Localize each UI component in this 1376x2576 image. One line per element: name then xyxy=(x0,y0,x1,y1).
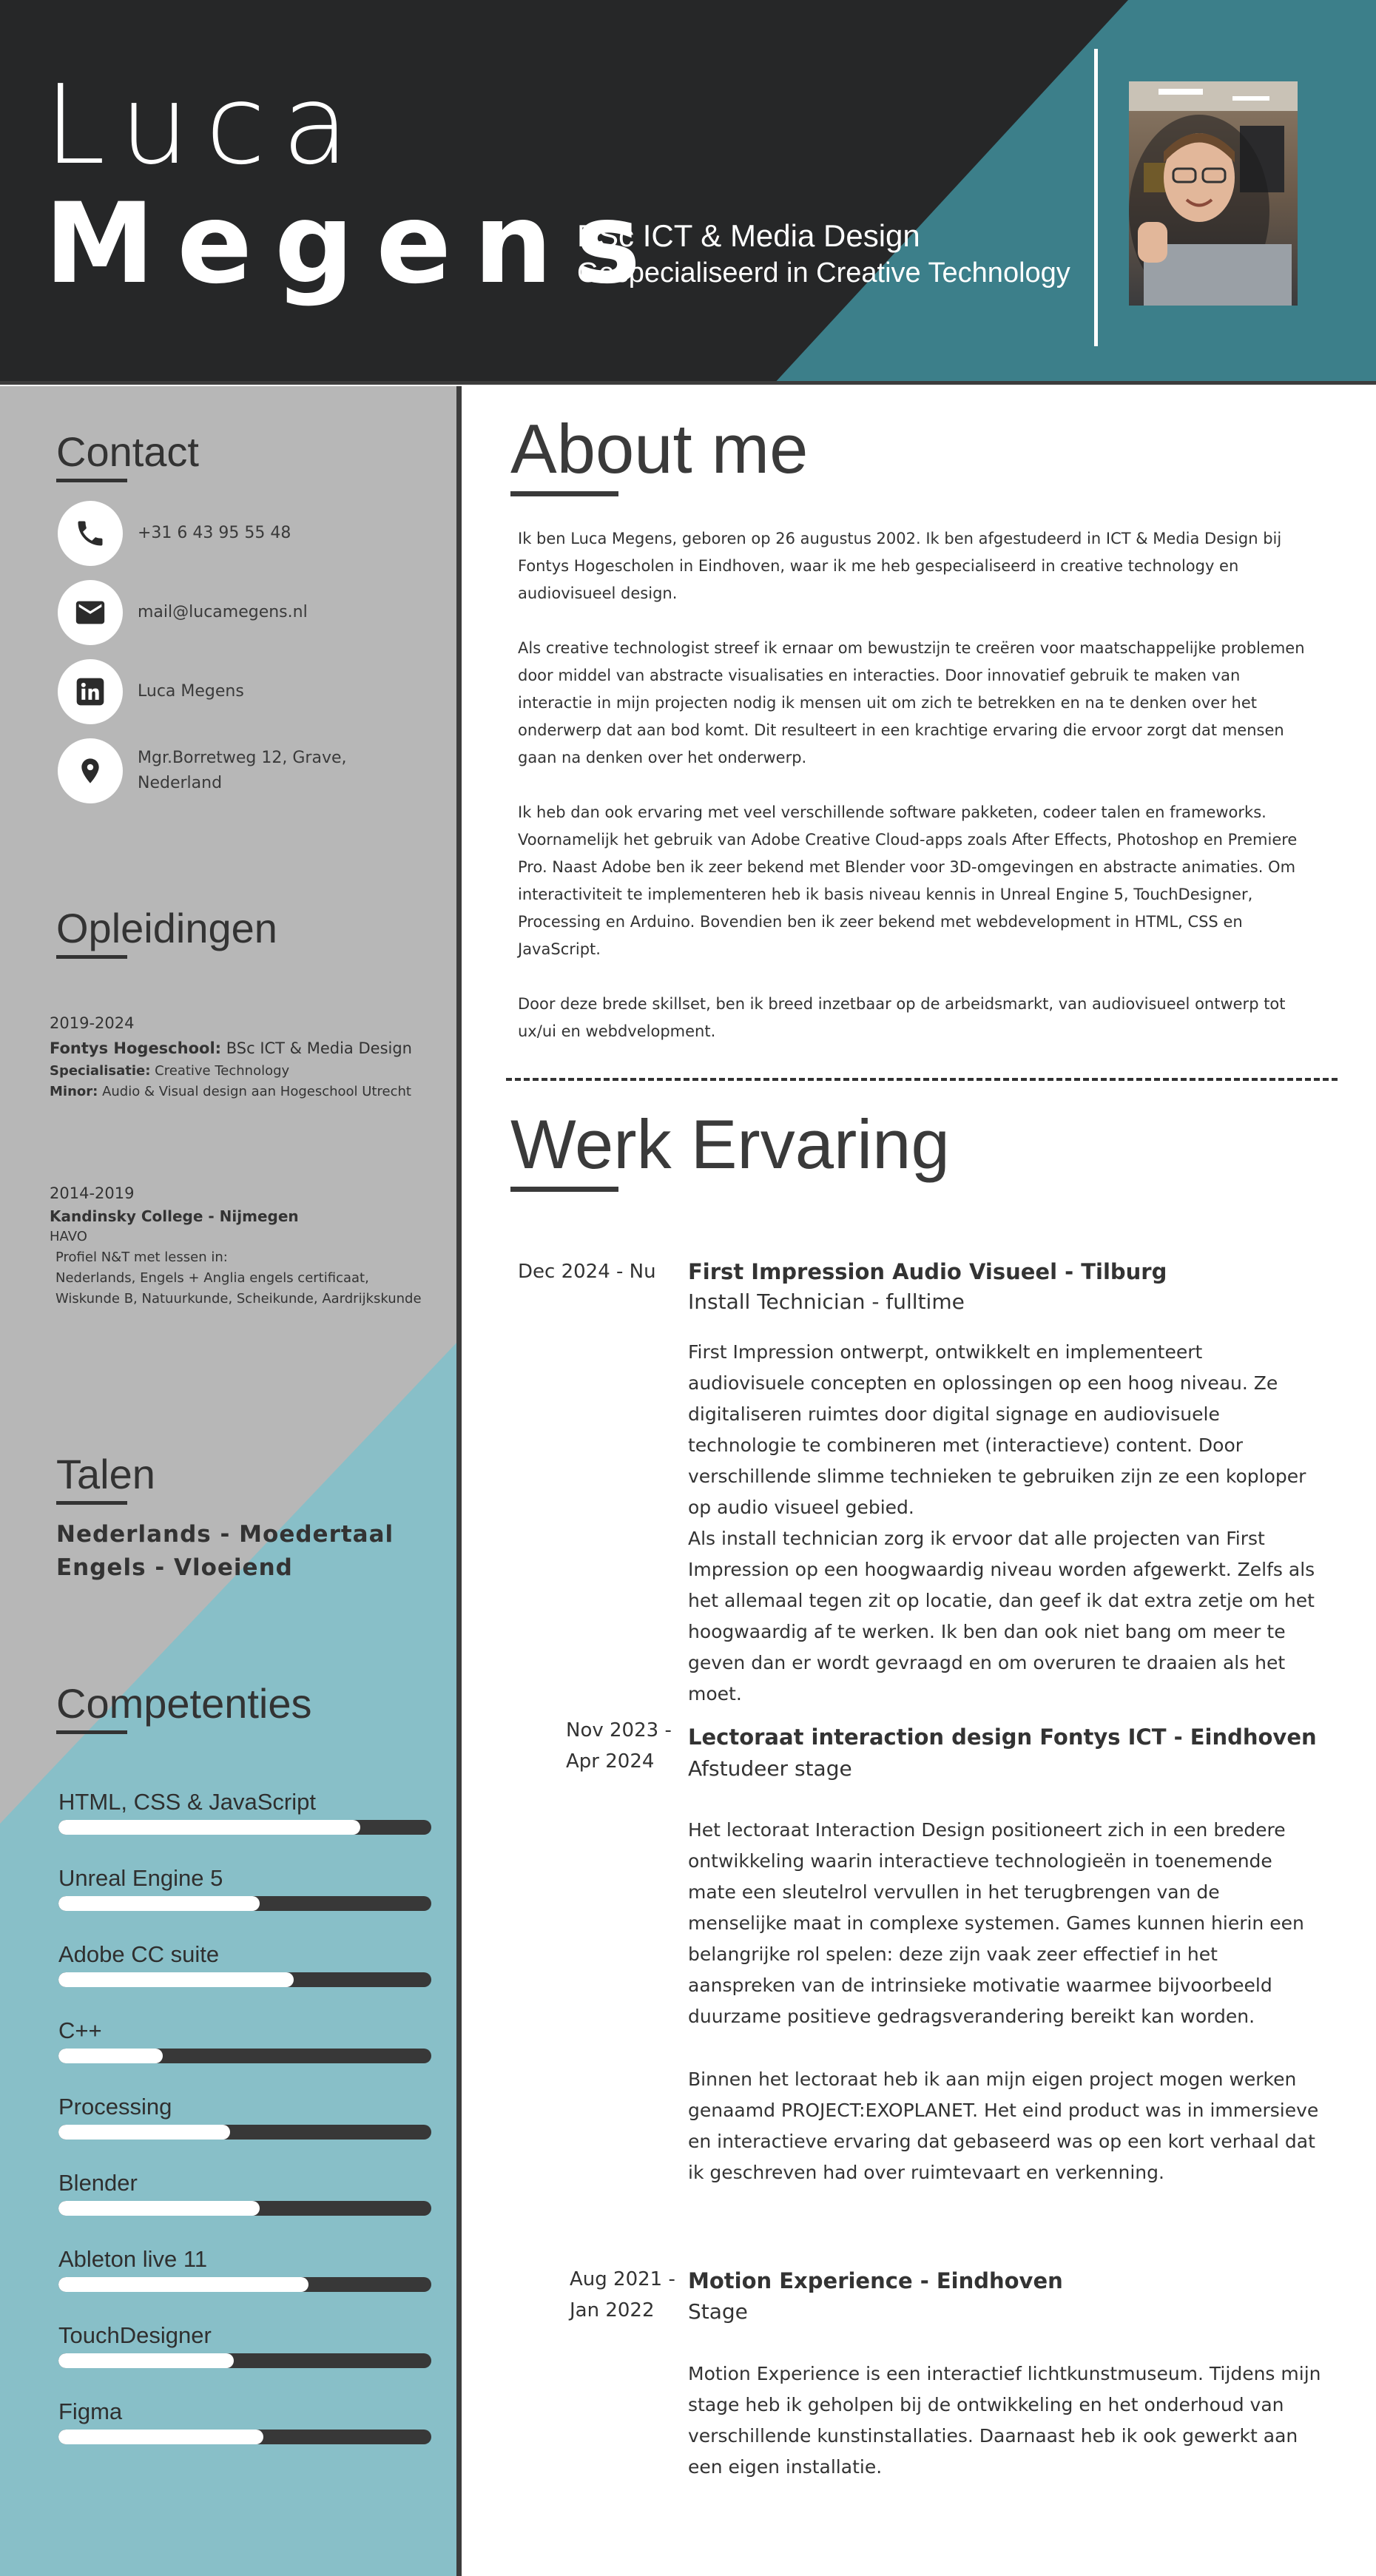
skill-item xyxy=(58,2398,431,2444)
experience-heading-underline xyxy=(510,1187,618,1192)
skill-bar-fill xyxy=(58,2353,234,2368)
contact-phone[interactable] xyxy=(58,501,291,566)
address-line-2: Nederland xyxy=(138,774,223,792)
address-line-1: Mgr.Borretweg 12, Grave, xyxy=(138,749,347,767)
job-date-end: Jan 2022 xyxy=(570,2299,655,2322)
skill-bar-fill xyxy=(58,1896,260,1911)
experience-heading xyxy=(510,1105,950,1192)
job-date-start: Aug 2021 - xyxy=(570,2268,675,2290)
skill-label: Figma xyxy=(58,2398,123,2424)
skills-heading-underline xyxy=(56,1730,127,1734)
skill-label: Processing xyxy=(58,2094,172,2120)
skill-bar-track xyxy=(58,2201,431,2216)
job-role: Install Technician - fulltime xyxy=(688,1289,965,1314)
about-heading-text: About me xyxy=(510,410,809,488)
job-description: Binnen het lectoraat heb ik aan mijn eigen project mogen werken genaamd PROJECT:EXOPLANET. Het eind product was in immersieve en interactieve ervaring dat gebaseerd was op een kort verhaal dat ik geschreven had over ruimtevaart en verkenning. xyxy=(688,2068,1319,2183)
job-role: Afstudeer stage xyxy=(688,1756,852,1781)
language-item: Engels - Vloeiend xyxy=(56,1554,293,1581)
section-divider xyxy=(506,1078,1338,1081)
skill-bar-track xyxy=(58,2277,431,2292)
contact-heading-underline xyxy=(56,479,127,482)
mail-icon xyxy=(58,580,123,645)
skill-label: Unreal Engine 5 xyxy=(58,1865,223,1891)
linkedin-icon xyxy=(58,659,123,724)
phone-icon xyxy=(58,501,123,566)
first-name: Luca xyxy=(44,61,365,189)
location-pin-icon xyxy=(58,738,123,803)
contact-heading-text: Contact xyxy=(56,428,199,475)
about-paragraph: Ik heb dan ook ervaring met veel verschillende software pakketen, codeer talen en frameworks. Voornamelijk het gebruik van Adobe Creative Cloud-apps zoals After Effects, Photoshop en Premiere Pro. Naast Adobe ben ik zeer bekend met Blender voor 3D-omgevingen en abstracte animaties. Om interactiviteit te implementeren heb ik basis niveau kennis in Unreal Engine 5, TouchDesigner, Processing en Arduino. Bovendien ben ik zeer bekend met webdevelopment in HTML, CSS en JavaScript. xyxy=(518,803,1298,958)
education-school: Kandinsky College - Nijmegen xyxy=(50,1207,299,1225)
contact-email[interactable] xyxy=(58,580,308,645)
skill-item xyxy=(58,2246,431,2292)
skill-label: Ableton live 11 xyxy=(58,2246,208,2272)
education-item-kandinsky xyxy=(50,1181,422,1309)
skill-bar-fill xyxy=(58,1820,360,1835)
about-heading xyxy=(510,410,809,496)
contact-heading xyxy=(56,428,199,482)
header xyxy=(0,0,1376,385)
skill-bar-fill xyxy=(58,2430,263,2444)
job-title: First Impression Audio Visueel - Tilburg xyxy=(688,1259,1167,1284)
skill-bar-track xyxy=(58,1896,431,1911)
about-paragraph: Door deze brede skillset, ben ik breed inzetbaar op de arbeidsmarkt, van audiovisueel ontwerp tot ux/ui en webdvelopment. xyxy=(518,995,1286,1040)
job-date-start: Nov 2023 - xyxy=(566,1719,672,1742)
education-subjects-line: Wiskunde B, Natuurkunde, Scheikunde, Aardrijkskunde xyxy=(55,1291,422,1306)
job-date: Dec 2024 - Nu xyxy=(518,1261,656,1283)
skill-bar-track xyxy=(58,2430,431,2444)
skill-bar-fill xyxy=(58,2125,230,2140)
education-years: 2014-2019 xyxy=(50,1184,135,1202)
skill-label: Adobe CC suite xyxy=(58,1941,220,1967)
job-title: Motion Experience - Eindhoven xyxy=(688,2268,1063,2293)
education-item-fontys xyxy=(50,1011,412,1102)
specialization: Gespecialiseerd in Creative Technology xyxy=(577,257,1070,289)
address xyxy=(138,746,347,796)
languages-heading-text: Talen xyxy=(56,1451,155,1497)
skill-bar-track xyxy=(58,2049,431,2063)
skill-bar-fill xyxy=(58,2277,308,2292)
skill-bar-track xyxy=(58,2125,431,2140)
about-paragraph: Als creative technologist streef ik ernaar om bewustzijn te creëren voor maatschappelijke problemen door middel van abstracte visualisaties en interacties. Door innovatief gebruik te maken van interactie in mijn projecten nodig ik mensen uit om zich te betrekken en na te denken over het onderwerp dat aan bod komt. Dit resulteert in een krachtige ervaring die ervoor zorgt dat mensen gaan na denken over het onderwerp. xyxy=(518,639,1305,766)
profile-photo xyxy=(1129,81,1298,306)
job-date-end: Apr 2024 xyxy=(566,1750,655,1773)
job-description: Motion Experience is een interactief lichtkunstmuseum. Tijdens mijn stage heb ik geholpen bij de ontwikkeling en het onderhoud van verschillende kunstinstallaties. Daarnaast heb ik ook gewerkt aan een eigen installatie. xyxy=(688,2363,1321,2478)
skills-heading xyxy=(56,1679,312,1734)
skill-item xyxy=(58,2322,431,2368)
skill-bar-fill xyxy=(58,2201,260,2216)
contact-address xyxy=(58,738,347,803)
skill-bar-track xyxy=(58,1820,431,1835)
job-description: First Impression ontwerpt, ontwikkelt en implementeert audiovisuele concepten en oplossingen op een hoog niveau. Ze digitaliseren ruimtes door digital signage en audiovisuele technologie te combineren met (interactieve) content. Door verschillende slimme technieken te gebruiken zijn ze een koploper op audio visueel gebied. xyxy=(688,1341,1306,1518)
last-name: Megens xyxy=(44,180,664,308)
education-minor: Minor: Audio & Visual design aan Hogeschool Utrecht xyxy=(50,1084,411,1099)
phone-number: +31 6 43 95 55 48 xyxy=(138,524,291,542)
skill-label: C++ xyxy=(58,2017,102,2043)
education-years: 2019-2024 xyxy=(50,1014,135,1032)
sidebar-border xyxy=(456,386,462,2576)
skill-item xyxy=(58,2170,431,2216)
education-school: Fontys Hogeschool: BSc ICT & Media Design xyxy=(50,1039,412,1057)
languages-heading-underline xyxy=(56,1501,127,1505)
education-specialisation: Specialisatie: Creative Technology xyxy=(50,1063,290,1079)
education-heading xyxy=(56,904,277,959)
job-role: Stage xyxy=(688,2299,748,2324)
language-item: Nederlands - Moedertaal xyxy=(56,1521,394,1548)
skill-bar-track xyxy=(58,2353,431,2368)
skills-heading-text: Competenties xyxy=(56,1680,312,1727)
education-profile-line: Profiel N&T met lessen in: xyxy=(55,1250,228,1265)
job-description: Het lectoraat Interaction Design positioneert zich in een bredere ontwikkeling waarin interactieve technologieën in toenemende mate een sleutelrol vervullen in het terugbrengen van de menselijke maat in complexe systemen. Games kunnen hierin een belangrijke rol spelen: deze zijn vaak zeer effectief in het aanspreken van de intrinsieke motivatie waarmee bijvoorbeeld duurzame positieve gedragsverandering bereikt kan worden. xyxy=(688,1819,1304,2027)
degree-title: BSc ICT & Media Design xyxy=(577,218,920,253)
education-level: HAVO xyxy=(50,1229,87,1244)
skill-item xyxy=(58,2094,431,2140)
job-description: Als install technician zorg ik ervoor dat alle projecten van First Impression op een hoogwaardig niveau worden afgewerkt. Zelfs als het allemaal tegen zit op locatie, dan geef ik dat extra zetje om het hoogwaardig af te werken. Ik ben dan ook niet bang om meer te geven dan er wordt gevraagd en om overuren te draaien als het moet. xyxy=(688,1528,1315,1705)
email-address: mail@lucamegens.nl xyxy=(138,603,308,621)
header-divider xyxy=(1094,49,1098,346)
job-title: Lectoraat interaction design Fontys ICT - Eindhoven xyxy=(688,1724,1317,1750)
skill-item xyxy=(58,1941,431,1987)
skill-item xyxy=(58,2017,431,2063)
header-bottom-border xyxy=(0,381,1376,385)
skill-item xyxy=(58,1789,431,1835)
skill-item xyxy=(58,1865,431,1911)
skill-label: TouchDesigner xyxy=(58,2322,212,2348)
about-heading-underline xyxy=(510,491,618,496)
contact-linkedin[interactable] xyxy=(58,659,244,724)
skill-bar-fill xyxy=(58,1972,294,1987)
education-subjects-line: Nederlands, Engels + Anglia engels certificaat, xyxy=(55,1270,369,1286)
education-heading-underline xyxy=(56,955,127,959)
skill-label: Blender xyxy=(58,2170,138,2196)
languages-heading xyxy=(56,1450,155,1505)
skill-bar-track xyxy=(58,1972,431,1987)
education-heading-text: Opleidingen xyxy=(56,905,277,951)
linkedin-name: Luca Megens xyxy=(138,682,244,701)
skill-label: HTML, CSS & JavaScript xyxy=(58,1789,316,1815)
about-paragraph: Ik ben Luca Megens, geboren op 26 augustus 2002. Ik ben afgestudeerd in ICT & Media Design bij Fontys Hogescholen in Eindhoven, waar ik me heb gespecialiseerd in creative technology en audiovisueel design. xyxy=(518,530,1282,602)
experience-heading-text: Werk Ervaring xyxy=(510,1105,950,1183)
skill-bar-fill xyxy=(58,2049,163,2063)
